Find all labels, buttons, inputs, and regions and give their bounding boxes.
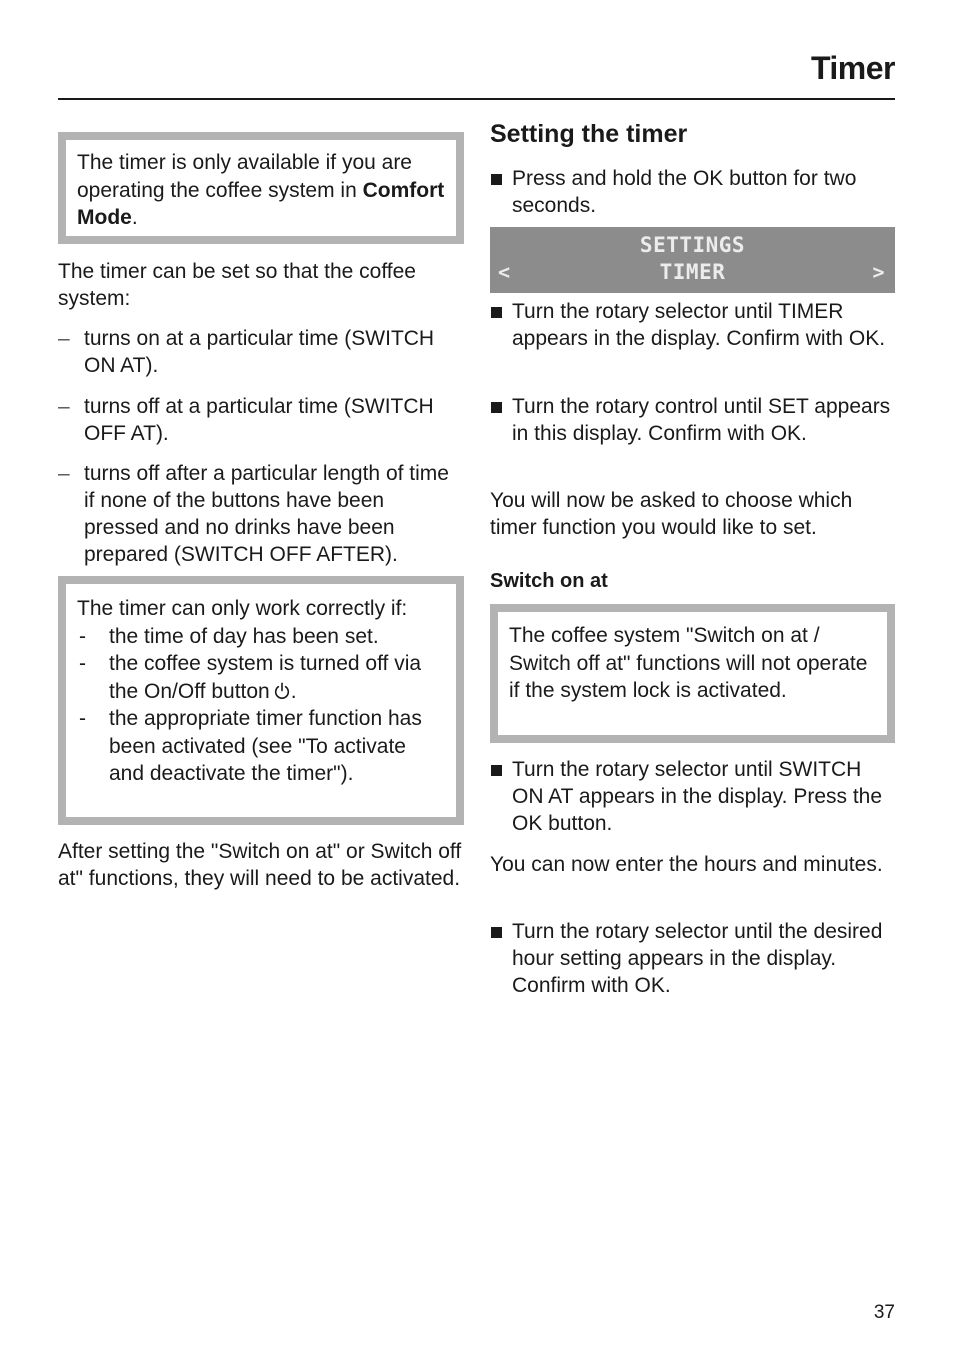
step-text: Turn the rotary selector until SWITCH ON AT appears in the display. Press the OK button. bbox=[512, 758, 883, 835]
page-number: 37 bbox=[873, 1302, 895, 1323]
timer-requirements-note bbox=[58, 576, 464, 825]
note-bold: Comfort Mode bbox=[77, 178, 445, 229]
list-item bbox=[58, 325, 464, 379]
display-line-1: SETTINGS bbox=[639, 233, 746, 257]
page-title: Timer bbox=[810, 50, 895, 86]
note-text: The coffee system "Switch on at / Switch off at" functions will not operate if the system lock is activated. bbox=[509, 624, 868, 702]
dash-mark: - bbox=[79, 624, 86, 648]
list-item-text: the coffee system is turned off via the On/Off button bbox=[109, 652, 422, 703]
left-arrow-icon: < bbox=[498, 260, 511, 284]
list-item bbox=[77, 705, 445, 788]
dash-mark: – bbox=[58, 462, 70, 485]
step-item bbox=[490, 393, 895, 447]
system-lock-note bbox=[490, 604, 895, 743]
dash-mark: - bbox=[79, 652, 86, 675]
step-item bbox=[490, 165, 895, 219]
title-divider bbox=[58, 98, 895, 100]
display-line-2: TIMER bbox=[659, 260, 726, 284]
subsection-heading: Switch on at bbox=[490, 570, 608, 592]
bullet-square-icon bbox=[491, 307, 502, 318]
choose-function-text: You will now be asked to choose which timer function you would like to set. bbox=[490, 489, 853, 539]
dash-mark: - bbox=[79, 707, 86, 730]
lcd-display bbox=[490, 227, 895, 293]
list-item bbox=[58, 393, 464, 447]
comfort-mode-note bbox=[58, 132, 464, 244]
list-item-suffix: . bbox=[290, 679, 297, 703]
list-item-text: turns off at a particular time (SWITCH OFF AT). bbox=[84, 395, 434, 445]
dash-mark: – bbox=[58, 327, 70, 350]
step-item bbox=[490, 756, 895, 837]
step-text: Turn the rotary selector until TIMER appears in the display. Confirm with OK. bbox=[512, 300, 886, 350]
dash-mark: – bbox=[58, 395, 70, 418]
power-icon bbox=[273, 682, 291, 700]
right-arrow-icon: > bbox=[872, 260, 885, 284]
step-item bbox=[490, 298, 895, 352]
list-item bbox=[77, 650, 445, 705]
section-heading: Setting the timer bbox=[490, 120, 688, 148]
list-item-text: turns on at a particular time (SWITCH ON AT). bbox=[84, 327, 435, 377]
bullet-square-icon bbox=[491, 765, 502, 776]
list-item-text: the appropriate timer function has been activated (see "To activate and deactivate the timer"). bbox=[109, 707, 422, 785]
intro-text: The timer can be set so that the coffee system: bbox=[58, 260, 416, 310]
step-item bbox=[490, 918, 895, 999]
note-after: . bbox=[131, 206, 138, 229]
bullet-square-icon bbox=[491, 402, 502, 413]
bullet-square-icon bbox=[491, 174, 502, 185]
list-item-text: turns off after a particular length of time if none of the buttons have been pressed and no drinks have been prepared (SWITCH OFF AFTER). bbox=[84, 462, 449, 566]
step-text: Press and hold the OK button for two seconds. bbox=[512, 167, 857, 217]
list-item bbox=[77, 623, 445, 651]
enter-hours-text: You can now enter the hours and minutes. bbox=[490, 853, 883, 876]
list-item bbox=[58, 460, 464, 568]
step-text: Turn the rotary selector until the desired hour setting appears in the display. Confirm with OK. bbox=[512, 920, 883, 997]
note-heading: The timer can only work correctly if: bbox=[77, 597, 408, 620]
note-text: The timer is only available if you are operating the coffee system in bbox=[77, 151, 412, 202]
list-item-text: the time of day has been set. bbox=[109, 624, 379, 648]
after-setting-text: After setting the "Switch on at" or Switch off at" functions, they will need to be activated. bbox=[58, 840, 462, 890]
bullet-square-icon bbox=[491, 927, 502, 938]
step-text: Turn the rotary control until SET appears in this display. Confirm with OK. bbox=[512, 395, 891, 445]
